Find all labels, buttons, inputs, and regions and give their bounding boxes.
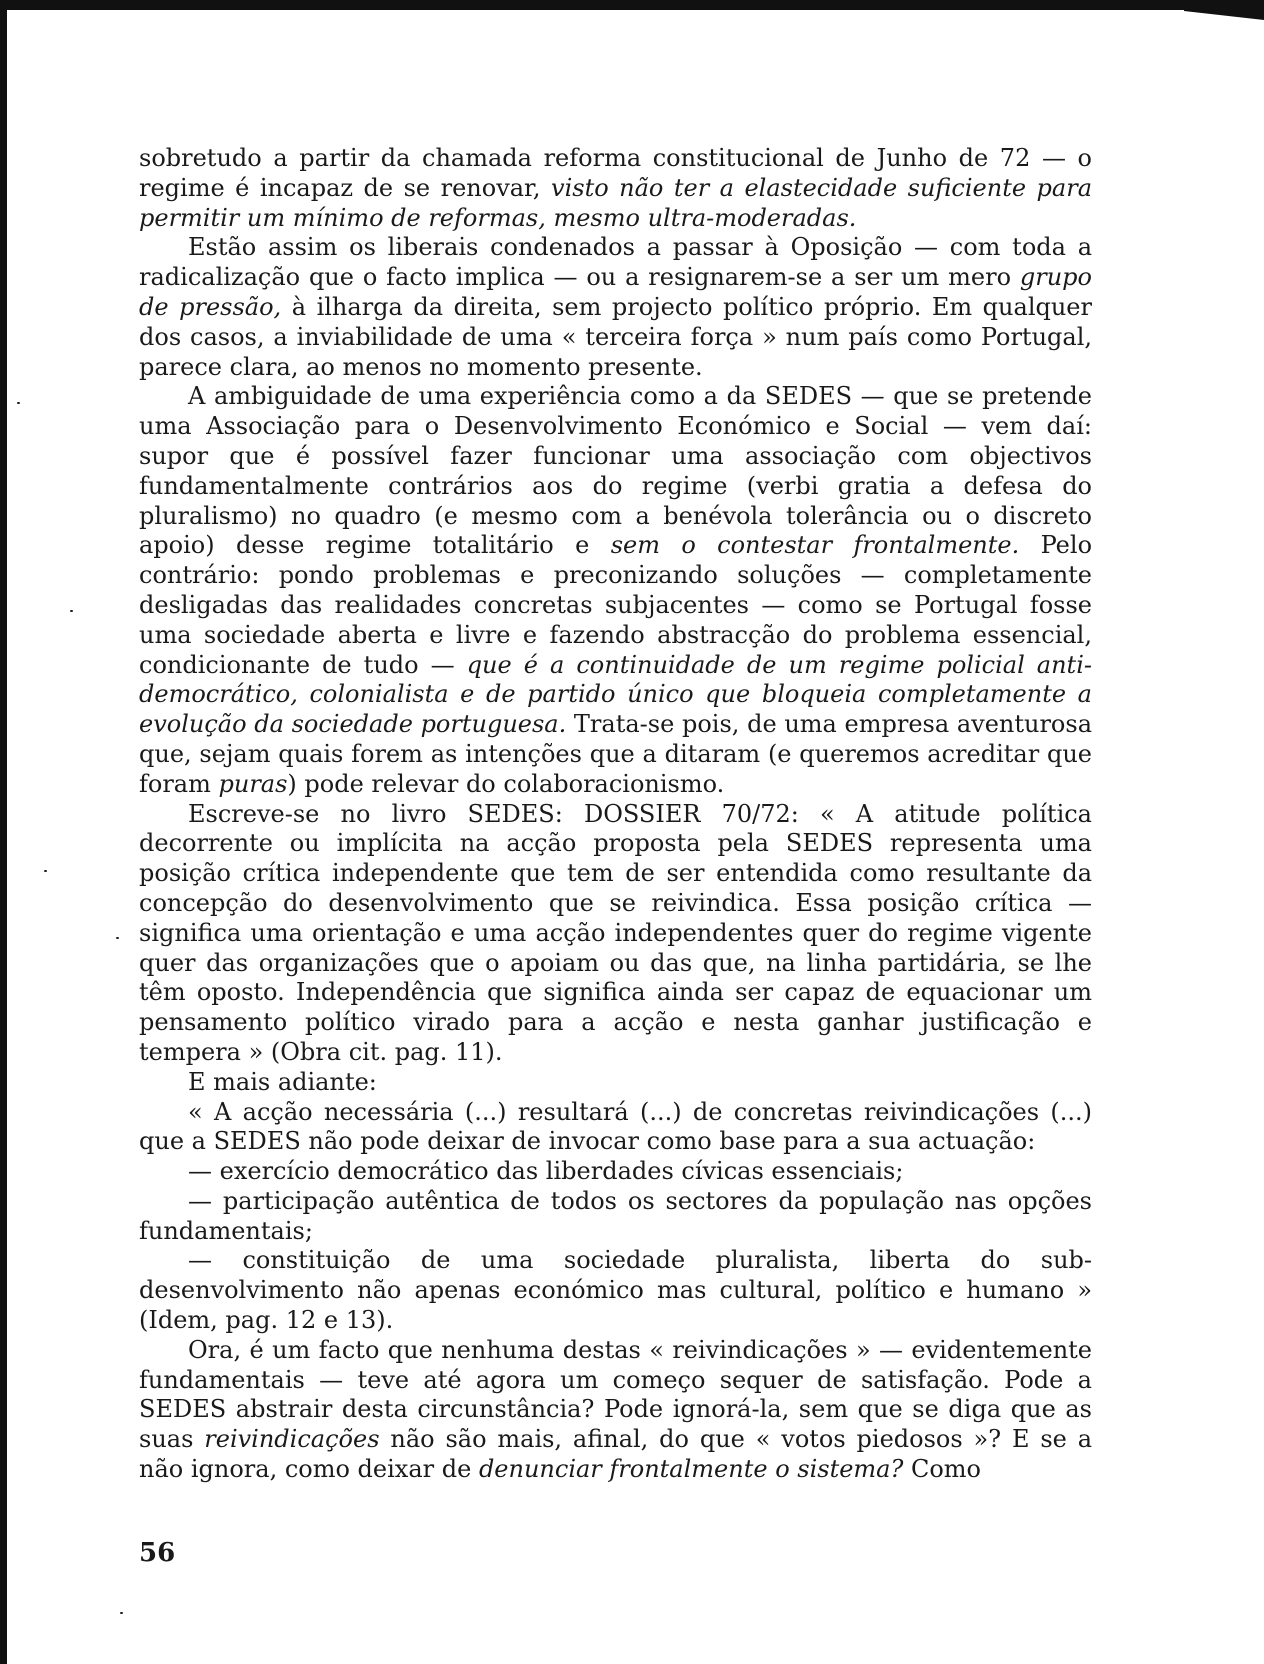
italic-run: visto não ter a elastecidade suficiente para permitir um mínimo de reformas, mesmo ultra-moderadas. [139, 173, 1092, 232]
text-run: A ambiguidade de uma experiência como a da SEDES — que se pretende uma Associação para o Desenvolvimento Económico e Social — vem daí: supor que é possível fazer funcionar uma associação com objectivos fundamentalmente contrários aos do regime (verbi gratia a defesa do pluralismo) no quadro (e mesmo com a benévola tolerância ou o discreto apoio) desse regime totalitário e [139, 382, 1092, 560]
paragraph [139, 233, 1092, 382]
text-run: à ilharga da direita, sem projecto político próprio. Em qualquer dos casos, a inviabilidade de uma « terceira força » num país como Portugal, parece clara, ao menos no momento presente. [139, 292, 1092, 381]
text-run: Como [903, 1455, 982, 1484]
scan-speck [70, 610, 73, 612]
scan-speck [17, 402, 20, 404]
paragraph [139, 382, 1092, 799]
text-run: sobretudo a partir da chamada reforma constitucional de Junho de 72 — o regime é incapaz de se renovar, [139, 144, 1092, 202]
scan-speck [120, 1612, 123, 1614]
italic-run: denunciar frontalmente o sistema? [478, 1455, 904, 1484]
paragraph [139, 1187, 1092, 1247]
scan-speck [116, 937, 119, 939]
paragraph [139, 1098, 1092, 1158]
text-run: « A acção necessária (...) resultará (...) de concretas reivindicações (...) que a SEDES não pode deixar de invocar como base para a sua actuação: [139, 1097, 1092, 1156]
italic-run: grupo de pressão, [139, 263, 1092, 321]
italic-run: reivindicações [204, 1425, 380, 1454]
text-run: E mais adiante: [188, 1067, 377, 1096]
body-text [139, 144, 1092, 1485]
scan-speck [44, 870, 47, 872]
paragraph [139, 144, 1092, 233]
text-run: Pelo contrário: pondo problemas e preconizando soluções — completamente desligadas das realidades concretas subjacentes — como se Portugal fosse uma sociedade aberta e livre e fazendo abstracção do problema essencial, condicionante de tudo — [139, 531, 1093, 679]
paragraph [139, 1336, 1092, 1485]
paragraph [139, 1157, 1092, 1187]
text-run: Escreve-se no livro SEDES: DOSSIER 70/72: « A atitude política decorrente ou implícita na acção proposta pela SEDES representa uma posição crítica independente que tem de ser entendida como resultante da concepção do desenvolvimento que se reivindica. Essa posição crítica — significa uma orientação e uma acção independentes quer do regime vigente quer das organizações que o apoiam ou das que, na linha partidária, se lhe têm oposto. Independência que significa ainda ser capaz de equacionar um pensamento político virado para a acção e nesta ganhar justificação e tempera » (Obra cit. pag. 11). [139, 799, 1092, 1066]
text-run: Trata-se pois, de uma empresa aventurosa que, sejam quais forem as intenções que a ditaram (e queremos acreditar que foram [139, 710, 1093, 798]
text-run: — participação autêntica de todos os sectores da população nas opções fundamentais; [139, 1186, 1092, 1245]
text-run: — exercício democrático das liberdades cívicas essenciais; [188, 1157, 904, 1186]
paragraph [139, 800, 1092, 1068]
page-top-border-tab [1184, 0, 1264, 20]
page-number: 56 [139, 1538, 176, 1568]
page-top-border [0, 0, 1190, 10]
text-run: — constituição de uma sociedade pluralista, liberta do sub-desenvolvimento não apenas económico mas cultural, político e humano » (Idem, pag. 12 e 13). [139, 1246, 1092, 1335]
italic-run: sem o contestar frontalmente. [610, 531, 1020, 560]
page-left-border [0, 0, 7, 1664]
italic-run: que é a continuidade de um regime policial anti-democrático, colonialista e de partido único que bloqueia completamente a evolução da sociedade portuguesa. [139, 650, 1092, 739]
text-run: Ora, é um facto que nenhuma destas « reivindicações » — evidentemente fundamentais — teve até agora um começo sequer de satisfação. Pode a SEDES abstrair desta circunstância? Pode ignorá-la, sem que se diga que as suas [139, 1335, 1092, 1454]
italic-run: puras [218, 769, 288, 798]
paragraph [139, 1068, 1092, 1098]
text-run: não são mais, afinal, do que « votos piedosos »? E se a não ignora, como deixar de [139, 1425, 1093, 1484]
text-run: Estão assim os liberais condenados a passar à Oposição — com toda a radicalização que o facto implica — ou a resignarem-se a ser um mero [139, 233, 1092, 292]
text-run: ) pode relevar do colaboracionismo. [287, 769, 725, 798]
paragraph [139, 1246, 1092, 1335]
